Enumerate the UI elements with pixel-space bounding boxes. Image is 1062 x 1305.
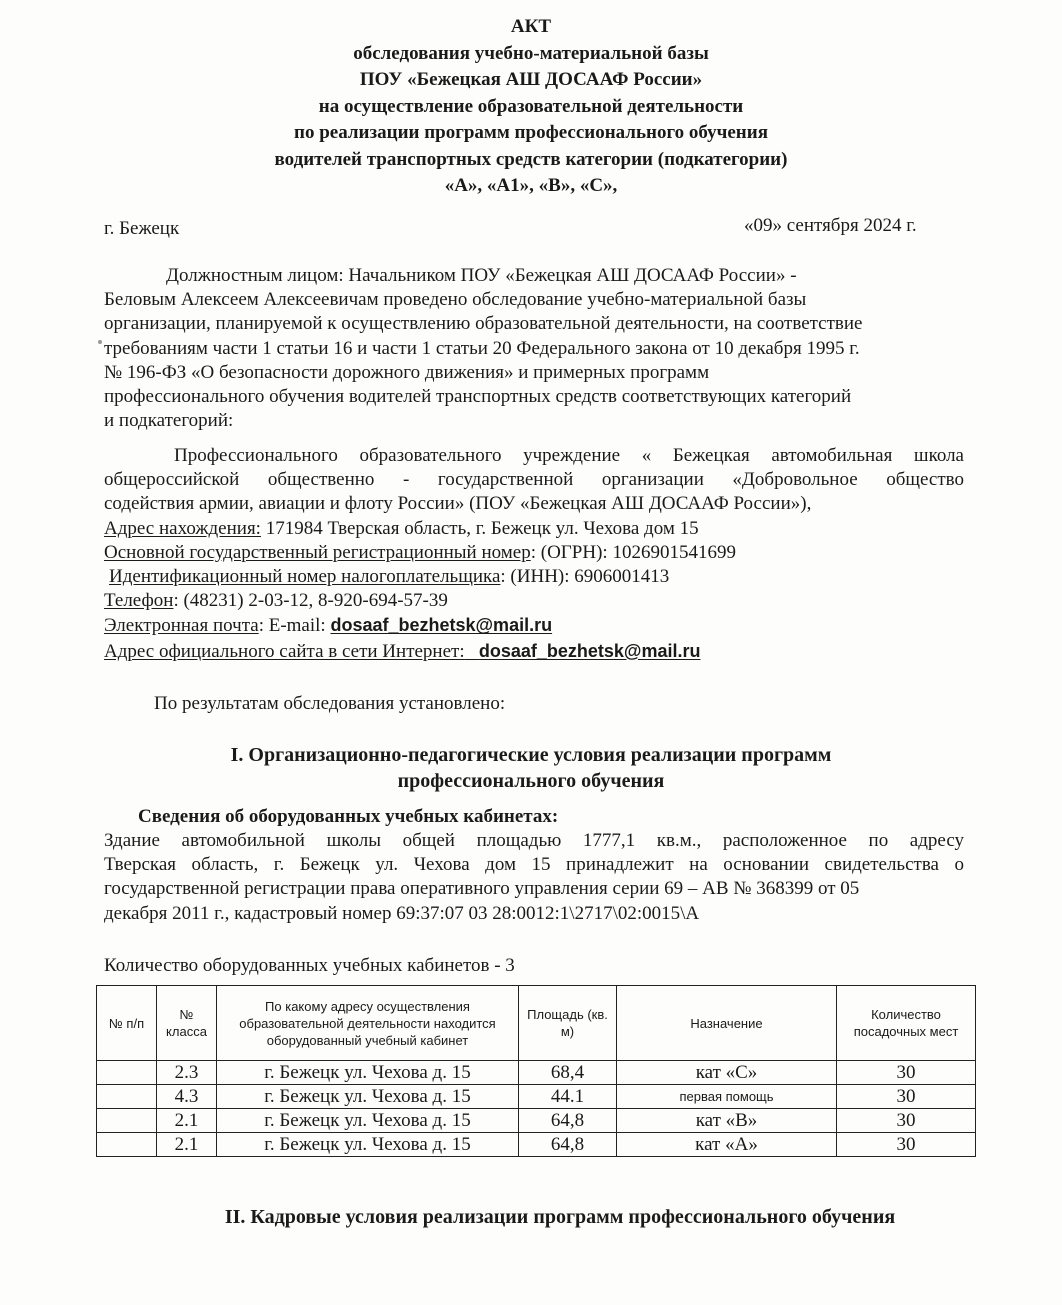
- org-name-line: Профессионального образовательного учреждение « Бежецкая автомобильная школа: [174, 445, 964, 466]
- intro-line: профессионального обучения водителей транспортных средств соответствующих категорий: [104, 386, 852, 408]
- building-line: государственной регистрации права оперативного управления серии 69 – АВ № 368399 от 05: [104, 878, 860, 900]
- org-phone: [104, 589, 964, 613]
- intro-paragraph: [104, 264, 960, 433]
- email-link[interactable]: dosaaf_bezhetsk@mail.ru: [330, 615, 553, 636]
- org-inn: [104, 565, 964, 589]
- building-line: декабря 2011 г., кадастровый номер 69:37:07 03 28:0012:1\2717\02:0015\А: [104, 902, 700, 924]
- site-link[interactable]: dosaaf_bezhetsk@mail.ru: [478, 640, 701, 661]
- cell-room: 2.3: [157, 1061, 217, 1085]
- cell-seats: 30: [837, 1133, 976, 1157]
- header-seats: Количество посадочных мест: [837, 986, 976, 1061]
- intro-line: требованиям части 1 статьи 16 и части 1 статьи 20 Федерального закона от 10 декабря 1995 г.: [104, 337, 860, 359]
- rooms-count: Количество оборудованных учебных кабинетов - 3: [104, 955, 515, 976]
- email-label: Электронная почта: [104, 615, 259, 637]
- cell-purpose: первая помощь: [617, 1085, 837, 1109]
- header-num: № п/п: [97, 986, 157, 1061]
- title-line: на осуществление образовательной деятельности: [318, 95, 744, 117]
- section-1-title: [0, 742, 1062, 794]
- cell-num: [97, 1061, 157, 1085]
- cell-purpose: кат «В»: [617, 1109, 837, 1133]
- ogrn-label: Основной государственный регистрационный номер: [104, 541, 531, 563]
- rooms-table: [96, 985, 976, 1157]
- intro-line: Беловым Алексеем Алексеевичам проведено обследование учебно-материальной базы: [104, 289, 807, 311]
- address-label: Адрес нахождения:: [104, 517, 261, 539]
- cell-room: 2.1: [157, 1109, 217, 1133]
- inn-label: Идентификационный номер налогоплательщика: [109, 566, 501, 588]
- intro-line: Должностным лицом: Начальником ПОУ «Бежецкая АШ ДОСААФ России» -: [166, 265, 797, 286]
- cell-seats: 30: [837, 1109, 976, 1133]
- title-line: по реализации программ профессионального обучения: [294, 122, 768, 143]
- cell-address: г. Бежецк ул. Чехова д. 15: [217, 1109, 519, 1133]
- title-line: ПОУ «Бежецкая АШ ДОСААФ России»: [359, 69, 703, 90]
- table-row: [97, 1085, 976, 1109]
- cell-num: [97, 1109, 157, 1133]
- cell-area: 64,8: [519, 1133, 617, 1157]
- phone-label: Телефон: [104, 590, 174, 612]
- building-line: Здание автомобильной школы общей площадью 1777,1 кв.м., расположенное по адресу: [104, 830, 964, 851]
- intro-line: № 196-ФЗ «О безопасности дорожного движения» и примерных программ: [104, 361, 710, 383]
- table-row: [97, 1061, 976, 1085]
- intro-line: и подкатегорий:: [104, 410, 234, 432]
- cell-num: [97, 1133, 157, 1157]
- title-line: водителей транспортных средств категории (подкатегории): [274, 148, 788, 170]
- scan-speck: [98, 340, 102, 344]
- header-room: № класса: [157, 986, 217, 1061]
- cell-address: г. Бежецк ул. Чехова д. 15: [217, 1133, 519, 1157]
- cell-purpose: кат «С»: [617, 1061, 837, 1085]
- cell-seats: 30: [837, 1085, 976, 1109]
- table-header-row: [97, 986, 976, 1061]
- building-paragraph: [104, 829, 964, 926]
- table-row: [97, 1109, 976, 1133]
- cell-seats: 30: [837, 1061, 976, 1085]
- section-title-line: профессионального обучения: [397, 770, 665, 792]
- org-address: [104, 517, 964, 541]
- address-value: 171984 Тверская область, г. Бежецк ул. Чехова дом 15: [260, 517, 699, 539]
- org-ogrn: [104, 541, 964, 565]
- rooms-subheading: Сведения об оборудованных учебных кабинетах:: [138, 806, 559, 827]
- phone-value: : (48231) 2-03-12, 8-920-694-57-39: [173, 590, 448, 612]
- title-line: «А», «А1», «В», «С»,: [444, 175, 618, 196]
- city: г. Бежецк: [104, 218, 180, 239]
- intro-line: организации, планируемой к осуществлению образовательной деятельности, на соответствие: [104, 313, 863, 335]
- org-site: [104, 639, 964, 664]
- cell-purpose: кат «А»: [617, 1133, 837, 1157]
- site-label: Адрес официального сайта в сети Интернет:: [104, 640, 465, 662]
- org-name-line: общероссийской общественно - государственной организации «Добровольное общество: [104, 469, 964, 491]
- document-date: «09» сентября 2024 г.: [744, 215, 917, 236]
- header-purpose: Назначение: [617, 986, 837, 1061]
- section-title-line: I. Организационно-педагогические условия реализации программ: [230, 744, 832, 766]
- cell-room: 2.1: [157, 1133, 217, 1157]
- header-area: Площадь (кв. м): [519, 986, 617, 1061]
- org-email: [104, 613, 964, 638]
- cell-area: 44.1: [519, 1085, 617, 1109]
- cell-area: 68,4: [519, 1061, 617, 1085]
- title-line: АКТ: [510, 16, 552, 37]
- header-address: По какому адресу осуществления образовательной деятельности находится оборудованный учебный кабинет: [217, 986, 519, 1061]
- document-title: [0, 14, 1062, 200]
- table-row: [97, 1133, 976, 1157]
- email-prefix: : E-mail:: [258, 615, 331, 637]
- cell-address: г. Бежецк ул. Чехова д. 15: [217, 1061, 519, 1085]
- organization-block: [104, 444, 964, 664]
- ogrn-value: : (ОГРН): 1026901541699: [530, 541, 736, 563]
- cell-room: 4.3: [157, 1085, 217, 1109]
- building-line: Тверская область, г. Бежецк ул. Чехова дом 15 принадлежит на основании свидетельства о: [104, 854, 964, 876]
- cell-num: [97, 1085, 157, 1109]
- org-name-line: содействия армии, авиации и флоту России» (ПОУ «Бежецкая АШ ДОСААФ России»),: [104, 493, 812, 515]
- inn-value: : (ИНН): 6906001413: [500, 566, 670, 588]
- results-intro: По результатам обследования установлено:: [154, 693, 506, 714]
- cell-address: г. Бежецк ул. Чехова д. 15: [217, 1085, 519, 1109]
- cell-area: 64,8: [519, 1109, 617, 1133]
- title-line: обследования учебно-материальной базы: [353, 42, 709, 64]
- section-2-title: II. Кадровые условия реализации программ профессионального обучения: [224, 1206, 896, 1228]
